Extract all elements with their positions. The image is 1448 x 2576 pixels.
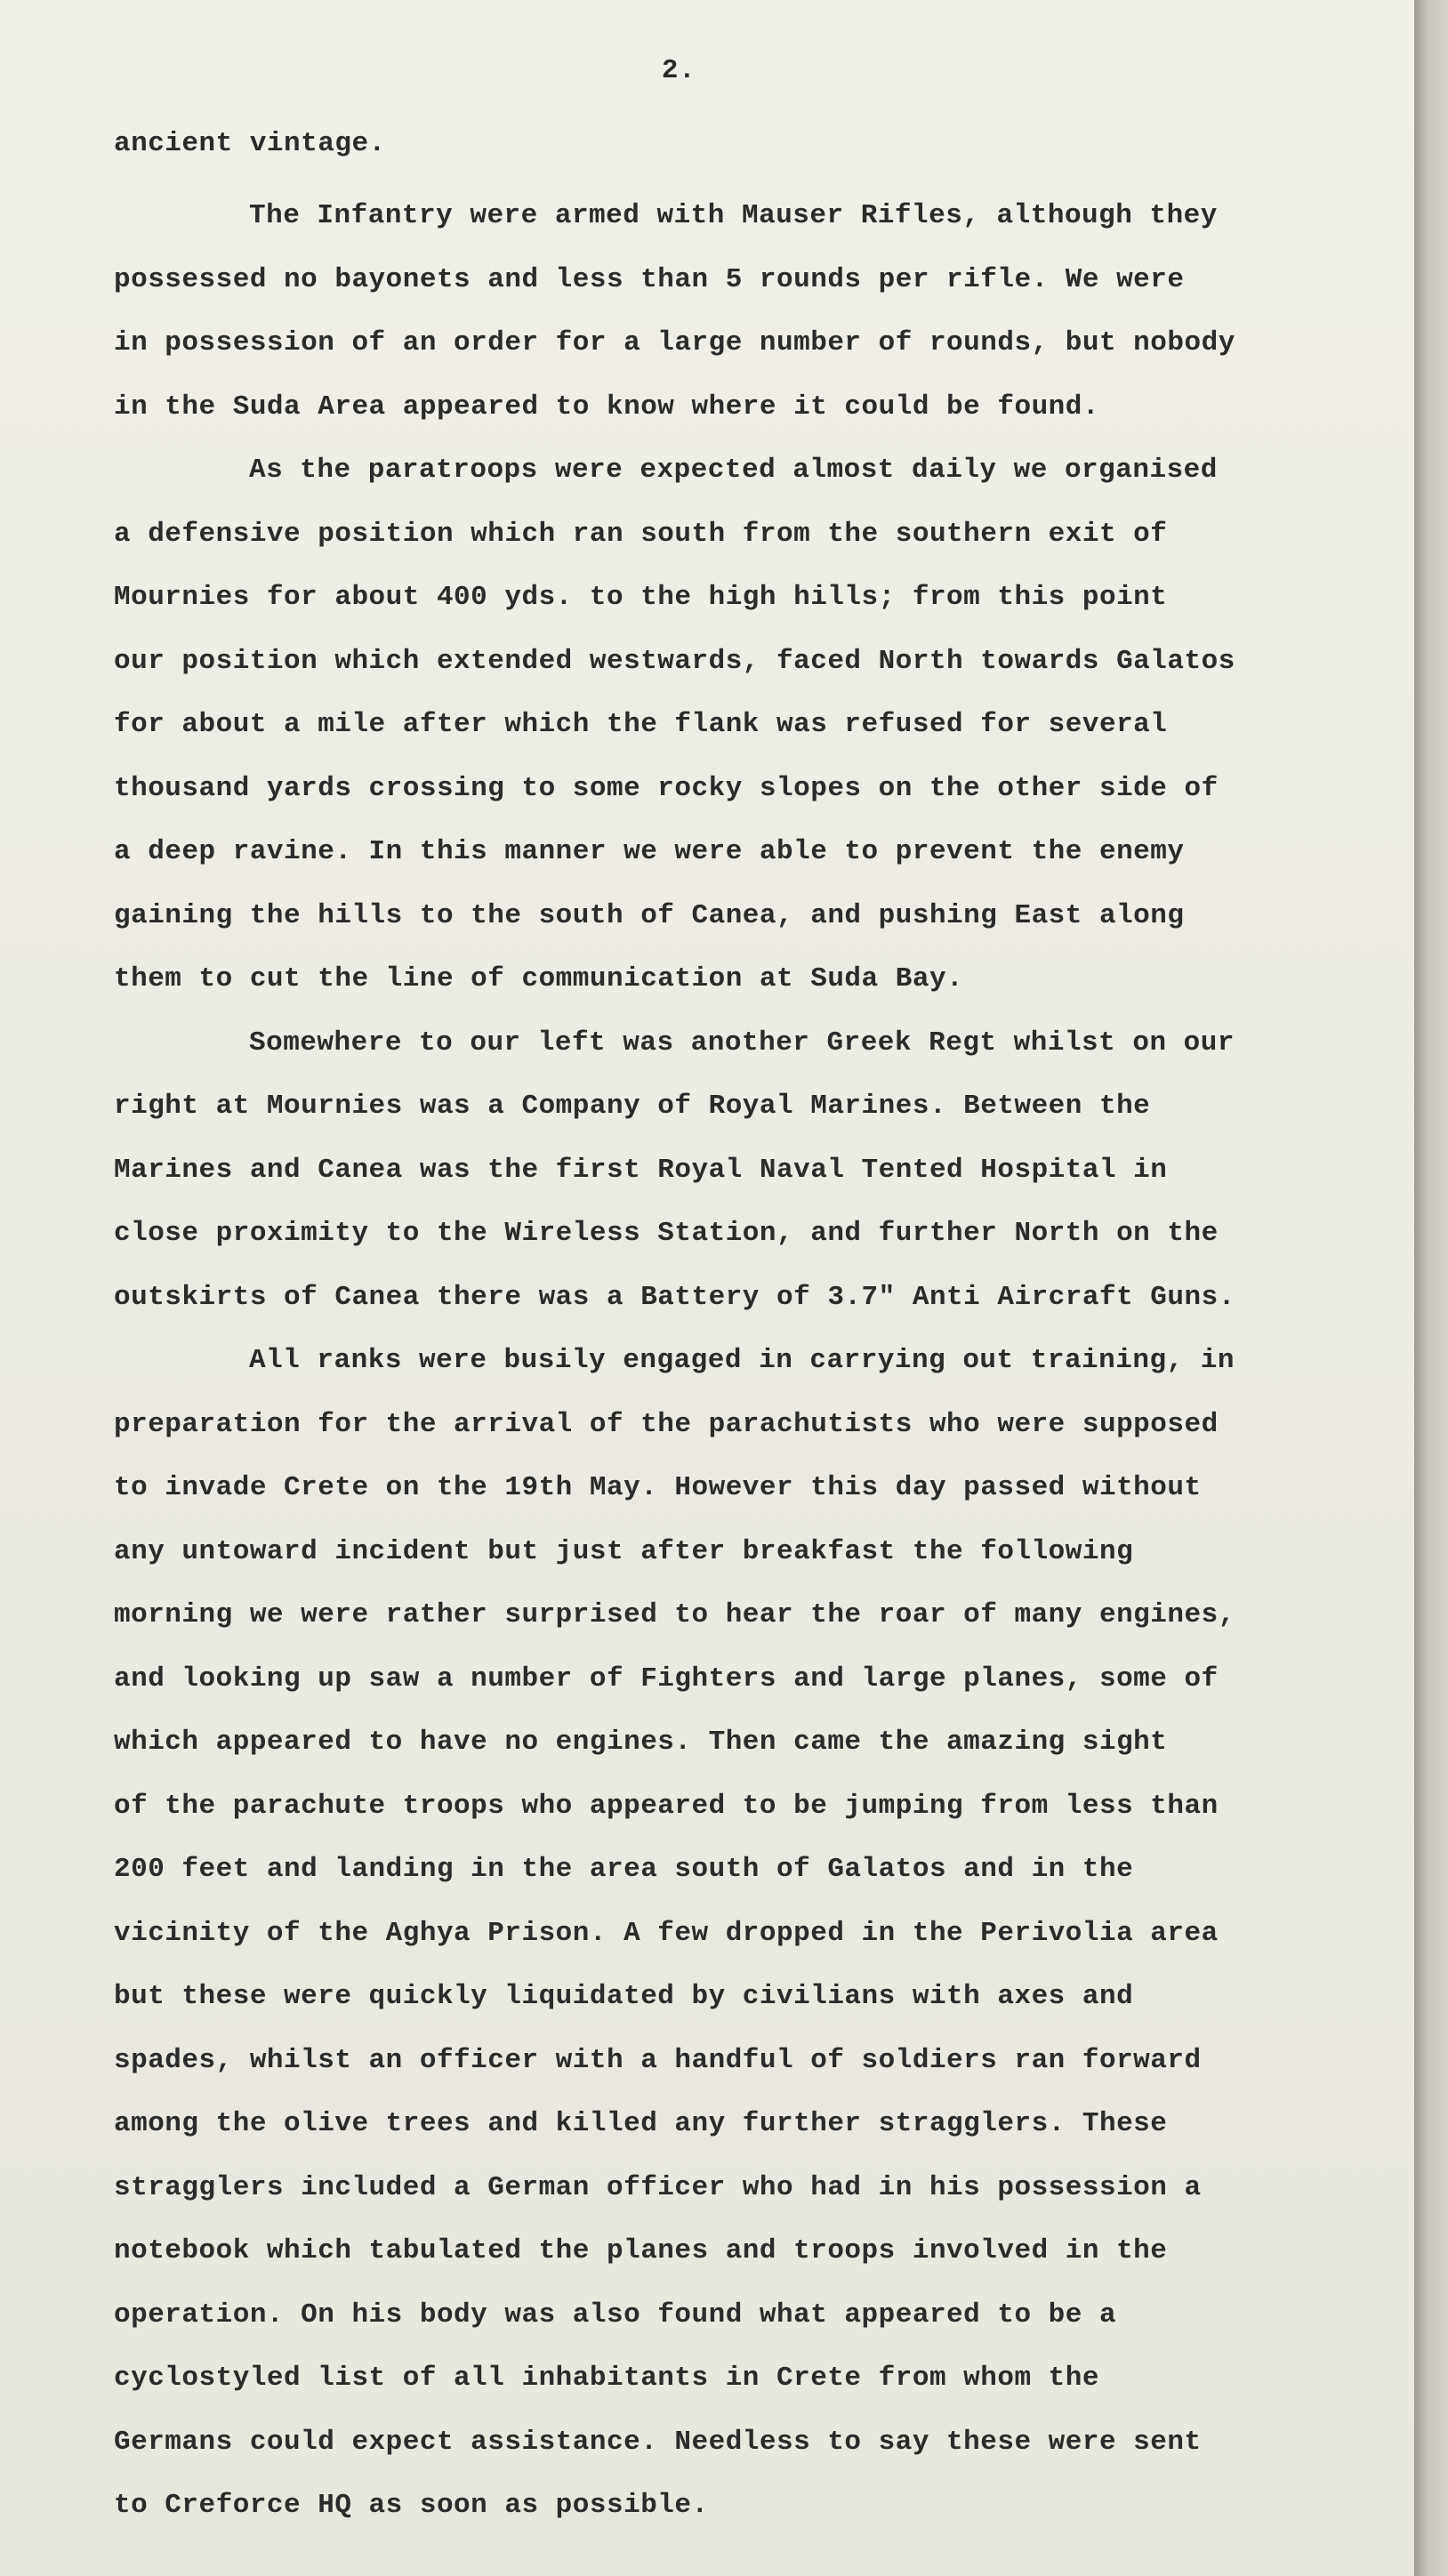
page-number: 2.	[661, 55, 696, 86]
text-line: preparation for the arrival of the parachutists who were supposed	[114, 1408, 1219, 1440]
text-line: close proximity to the Wireless Station, and further North on the	[114, 1218, 1219, 1249]
text-line: Marines and Canea was the first Royal Naval Tented Hospital in	[114, 1154, 1168, 1186]
continuation-line: ancient vintage.	[114, 128, 386, 159]
text-line: but these were quickly liquidated by civilians with axes and	[114, 1981, 1134, 2012]
text-line: Germans could expect assistance. Needless to say these were sent	[114, 2426, 1202, 2458]
page-content	[114, 49, 1395, 2538]
text-line: and looking up saw a number of Fighters and large planes, some of	[114, 1662, 1219, 1695]
text-line: which appeared to have no engines. Then came the amazing sight	[114, 1727, 1168, 1758]
text-line: The Infantry were armed with Mauser Rifles, although they	[249, 200, 1218, 231]
text-line: them to cut the line of communication at Suda Bay.	[114, 963, 964, 994]
text-line: possessed no bayonets and less than 5 rounds per rifle. We were	[114, 263, 1185, 295]
text-line: gaining the hills to the south of Canea, and pushing East along	[114, 899, 1185, 931]
text-line: a deep ravine. In this manner we were able to prevent the enemy	[114, 836, 1185, 867]
text-line: any untoward incident but just after breakfast the following	[114, 1535, 1134, 1567]
paragraph	[114, 1329, 1395, 2538]
text-line: outskirts of Canea there was a Battery of 3.7" Anti Aircraft Guns.	[114, 1281, 1235, 1313]
text-line: among the olive trees and killed any further stragglers. These	[114, 2108, 1168, 2139]
text-line: our position which extended westwards, faced North towards Galatos	[114, 645, 1235, 677]
text-line: All ranks were busily engaged in carrying out training, in	[249, 1345, 1235, 1376]
text-line: operation. On his body was also found what appeared to be a	[114, 2298, 1117, 2330]
text-line: spades, whilst an officer with a handful of soldiers ran forward	[114, 2044, 1202, 2076]
text-line: stragglers included a German officer who had in his possession a	[114, 2171, 1202, 2203]
paragraph	[114, 1011, 1395, 1330]
text-line: for about a mile after which the flank was refused for several	[114, 709, 1168, 740]
text-line: Somewhere to our left was another Greek Regt whilst on our	[249, 1026, 1235, 1059]
text-line: right at Mournies was a Company of Royal Marines. Between the	[114, 1091, 1151, 1122]
text-line: 200 feet and landing in the area south of Galatos and in the	[114, 1854, 1134, 1885]
text-line: Mournies for about 400 yds. to the high hills; from this point	[114, 582, 1168, 613]
text-line: morning we were rather surprised to hear the roar of many engines,	[114, 1599, 1235, 1630]
text-line: of the parachute troops who appeared to be jumping from less than	[114, 1790, 1219, 1822]
text-line: in the Suda Area appeared to know where it could be found.	[114, 390, 1099, 423]
text-line: in possession of an order for a large number of rounds, but nobody	[114, 327, 1235, 358]
text-line: notebook which tabulated the planes and troops involved in the	[114, 2235, 1168, 2266]
paragraph	[114, 439, 1395, 1011]
text-line: As the paratroops were expected almost daily we organised	[249, 455, 1218, 486]
page-edge-shadow	[1414, 0, 1448, 2576]
text-line: to Creforce HQ as soon as possible.	[114, 2490, 709, 2521]
text-line: thousand yards crossing to some rocky slopes on the other side of	[114, 772, 1219, 804]
text-line: cyclostyled list of all inhabitants in Crete from whom the	[114, 2363, 1099, 2394]
text-line: vicinity of the Aghya Prison. A few dropped in the Perivolia area	[114, 1917, 1219, 1949]
paragraph	[114, 184, 1395, 439]
text-line: to invade Crete on the 19th May. However this day passed without	[114, 1472, 1202, 1503]
text-line: a defensive position which ran south from the southern exit of	[114, 518, 1168, 550]
